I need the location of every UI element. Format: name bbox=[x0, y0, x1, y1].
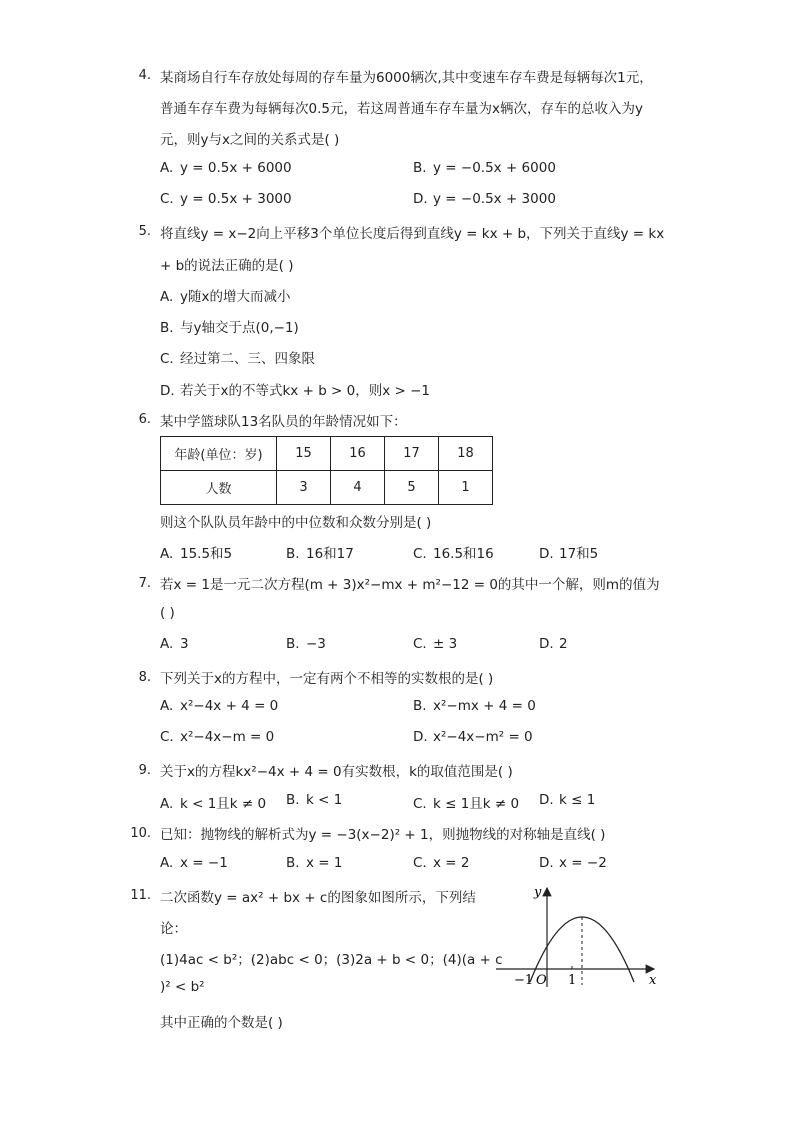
question-text: 某商场自行车存放处每周的存车量为6000辆次,其中变速车存车费是每辆每次1元， bbox=[160, 70, 653, 86]
question-text: 某中学篮球队13名队员的年龄情况如下： bbox=[160, 414, 407, 430]
question-text: 元，则y与x之间的关系式是( ) bbox=[160, 132, 340, 148]
parabola-graph bbox=[496, 880, 666, 990]
question-text: )² < b² bbox=[160, 979, 205, 995]
option-c[interactable]: C. x²−4x−m = 0 bbox=[160, 729, 275, 745]
question-text: 二次函数y = ax² + bx + c的图象如图所示，下列结 bbox=[160, 890, 476, 906]
question-number: 9. bbox=[138, 763, 151, 778]
question-number: 5. bbox=[138, 224, 151, 239]
option-a[interactable]: A. 3 bbox=[160, 636, 189, 652]
option-b[interactable]: B. −3 bbox=[286, 636, 326, 652]
option-b[interactable]: B. 与y轴交于点(0,−1) bbox=[160, 320, 299, 336]
option-c[interactable]: C. 16.5和16 bbox=[413, 546, 494, 562]
label-one: 1 bbox=[568, 973, 577, 988]
table-row bbox=[161, 437, 493, 471]
age-table bbox=[160, 436, 493, 505]
origin-label: O bbox=[536, 973, 547, 988]
option-d[interactable]: D. 若关于x的不等式kx + b > 0，则x > −1 bbox=[160, 383, 431, 399]
option-d[interactable]: D. y = −0.5x + 3000 bbox=[413, 191, 556, 207]
question-text: 若x = 1是一元二次方程(m + 3)x²−mx + m²−12 = 0的其中一个解，则m的值为 bbox=[160, 577, 660, 593]
label-neg-one: −1 bbox=[514, 973, 534, 988]
question-number: 7. bbox=[138, 576, 151, 591]
table-cell: 4 bbox=[331, 471, 385, 505]
option-a[interactable]: A. k < 1且k ≠ 0 bbox=[160, 796, 267, 812]
table-row bbox=[161, 471, 493, 505]
question-number: 10. bbox=[130, 826, 151, 841]
option-d[interactable]: D. 2 bbox=[539, 636, 568, 652]
option-d[interactable]: D. x = −2 bbox=[539, 855, 607, 871]
question-text: 普通车存车费为每辆每次0.5元，若这周普通车存车量为x辆次，存车的总收入为y bbox=[160, 101, 643, 117]
option-c[interactable]: C. y = 0.5x + 3000 bbox=[160, 191, 292, 207]
question-text: 论： bbox=[160, 921, 187, 937]
question-text: (1)4ac < b²；(2)abc < 0；(3)2a + b < 0；(4)(a + c bbox=[160, 952, 503, 968]
option-d[interactable]: D. k ≤ 1 bbox=[539, 792, 596, 808]
question-text: 其中正确的个数是( ) bbox=[160, 1015, 283, 1031]
table-cell: 15 bbox=[277, 437, 331, 471]
question-number: 11. bbox=[130, 888, 151, 903]
question-text: ( ) bbox=[160, 605, 175, 621]
option-a[interactable]: A. y随x的增大而减小 bbox=[160, 289, 291, 305]
question-text: 则这个队队员年龄中的中位数和众数分别是( ) bbox=[160, 515, 432, 531]
question-text: 将直线y = x−2向上平移3个单位长度后得到直线y = kx + b，下列关于直线y = kx bbox=[160, 226, 665, 242]
question-number: 6. bbox=[138, 412, 151, 427]
table-cell: 3 bbox=[277, 471, 331, 505]
option-b[interactable]: B. 16和17 bbox=[286, 546, 354, 562]
option-b[interactable]: B. x = 1 bbox=[286, 855, 343, 871]
question-text: 已知：抛物线的解析式为y = −3(x−2)² + 1，则抛物线的对称轴是直线( ) bbox=[160, 827, 606, 843]
option-b[interactable]: B. y = −0.5x + 6000 bbox=[413, 160, 556, 176]
question-text: 下列关于x的方程中，一定有两个不相等的实数根的是( ) bbox=[160, 671, 494, 687]
option-b[interactable]: B. k < 1 bbox=[286, 792, 343, 808]
option-a[interactable]: A. 15.5和5 bbox=[160, 546, 233, 562]
question-number: 8. bbox=[138, 670, 151, 685]
option-d[interactable]: D. x²−4x−m² = 0 bbox=[413, 729, 533, 745]
option-a[interactable]: A. x = −1 bbox=[160, 855, 228, 871]
table-cell: 18 bbox=[439, 437, 493, 471]
table-cell: 16 bbox=[331, 437, 385, 471]
y-axis-label: y bbox=[534, 885, 542, 900]
option-c[interactable]: C. ± 3 bbox=[413, 636, 458, 652]
option-d[interactable]: D. 17和5 bbox=[539, 546, 599, 562]
table-cell: 5 bbox=[385, 471, 439, 505]
question-text: 关于x的方程kx²−4x + 4 = 0有实数根，k的取值范围是( ) bbox=[160, 764, 513, 780]
table-cell: 年龄(单位：岁) bbox=[161, 437, 277, 471]
table-cell: 17 bbox=[385, 437, 439, 471]
option-c[interactable]: C. 经过第二、三、四象限 bbox=[160, 351, 315, 367]
option-a[interactable]: A. x²−4x + 4 = 0 bbox=[160, 698, 279, 714]
option-c[interactable]: C. x = 2 bbox=[413, 855, 470, 871]
option-c[interactable]: C. k ≤ 1且k ≠ 0 bbox=[413, 796, 520, 812]
question-text: + b的说法正确的是( ) bbox=[160, 258, 294, 274]
table-cell: 1 bbox=[439, 471, 493, 505]
option-a[interactable]: A. y = 0.5x + 6000 bbox=[160, 160, 292, 176]
table-cell: 人数 bbox=[161, 471, 277, 505]
option-b[interactable]: B. x²−mx + 4 = 0 bbox=[413, 698, 536, 714]
question-number: 4. bbox=[138, 68, 151, 83]
x-axis-label: x bbox=[649, 973, 657, 988]
